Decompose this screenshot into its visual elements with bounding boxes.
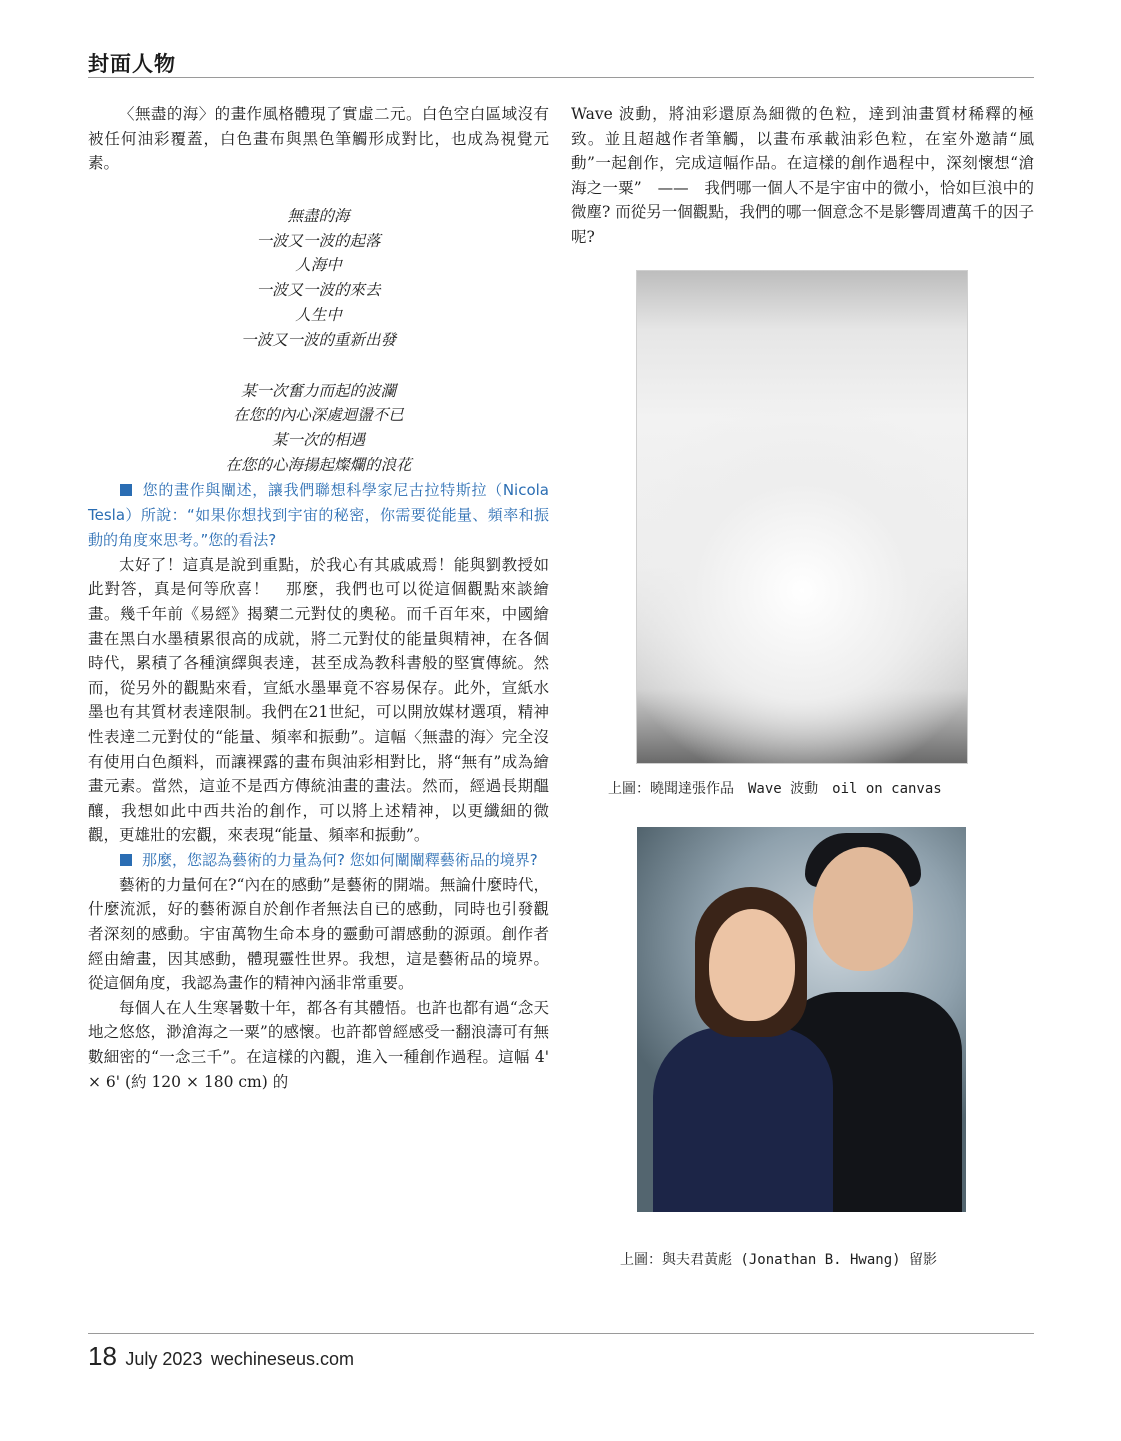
poem-line: 一波又一波的來去 xyxy=(256,281,381,300)
man-face xyxy=(813,847,913,971)
header-divider xyxy=(88,77,1034,78)
poem-line: 在您的心海揚起燦爛的浪花 xyxy=(225,455,412,474)
poem-line: 在您的內心深處迴盪不已 xyxy=(233,406,404,425)
footer-divider xyxy=(88,1333,1034,1334)
issue-date: July 2023 xyxy=(125,1349,203,1369)
photo-caption: 上圖：與夫君黃彪 (Jonathan B. Hwang) 留影 xyxy=(620,1252,938,1268)
right-column xyxy=(571,102,1034,250)
square-bullet-icon xyxy=(120,854,132,866)
answer-paragraph-1: 太好了！這真是說到重點，於我心有其戚戚焉！能與劉教授如此對答，真是何等欣喜！ 那麼，我們也可以從這個觀點來談繪畫。幾千年前《易經》揭櫫二元對仗的奧秘。而千百年來，中國繪畫在黑白水墨積累很高的成就，將二元對仗的能量與精神，在各個時代，累積了各種演繹與表達，甚至成為教科書般的堅實傳統。然而，從另外的觀點來看，宣紙水墨畢竟不容易保存。此外，宣紙水墨也有其質材表達限制。我們在21世紀，可以開放媒材選項，精神性表達二元對仗的“能量、頻率和振動”。這幅〈無盡的海〉完全沒有使用白色顏料，而讓裸露的畫布與油彩相對比，將“無有”成為繪畫元素。當然，這並不是西方傳統油畫的畫法。然而，經過長期醞釀，我想如此中西共治的創作，可以將上述精神，以更纖細的微觀，更雄壯的宏觀，來表現“能量、頻率和振動”。 xyxy=(88,555,549,845)
poem-stanza-2 xyxy=(88,379,549,478)
intro-paragraph: 〈無盡的海〉的畫作風格體現了實虛二元。白色空白區域沒有被任何油彩覆蓋，白色畫布與黑色筆觸形成對比，也成為視覺元素。 xyxy=(88,105,549,173)
interview-question-2 xyxy=(88,848,549,873)
section-title: 封面人物 xyxy=(88,51,176,76)
poem-line: 某一次奮力而起的波瀾 xyxy=(240,381,396,400)
interview-question-1 xyxy=(88,478,549,553)
left-column xyxy=(88,102,549,1094)
poem-stanza-1 xyxy=(88,204,549,353)
page-footer xyxy=(88,1341,354,1372)
continued-paragraph: Wave 波動，將油彩還原為細微的色粒，達到油畫質材稀釋的極致。並且超越作者筆觸，以畫布承載油彩色粒，在室外邀請“風動”一起創作，完成這幅作品。在這樣的創作過程中，深刻懷想“滄海之一粟” —— 我們哪一個人不是宇宙中的微小，恰如巨浪中的微塵? 而從另一個觀點，我們的哪一個意念不是影響周遭萬千的因子呢? xyxy=(571,105,1034,246)
poem-line: 某一次的相遇 xyxy=(271,431,365,450)
answer-paragraph-2b: 每個人在人生寒暑數十年，都各有其體悟。也許也都有過“念天地之悠悠，渺滄海之一粟”的感懷。也許都曾經感受一翻浪濤可有無數細密的“一念三千”。在這樣的內觀，進入一種創作過程。這幅 4' × 6' (約 120 × 180 cm) 的 xyxy=(88,998,549,1091)
page-number: 18 xyxy=(88,1341,117,1371)
question-text: 您的畫作與闡述，讓我們聯想科學家尼古拉特斯拉（Nicola Tesla）所說：“如果你想找到宇宙的秘密，你需要從能量、頻率和振動的角度來思考。”您的看法? xyxy=(88,480,549,549)
painting-caption: 上圖：曉聞達張作品 Wave 波動 oil on canvas xyxy=(608,781,942,797)
woman-figure xyxy=(653,1027,833,1212)
poem-line: 一波又一波的重新出發 xyxy=(240,330,396,349)
poem-line: 人生中 xyxy=(295,305,342,324)
website-link[interactable]: wechineseus.com xyxy=(210,1349,354,1369)
answer-paragraph-2a: 藝術的力量何在?“內在的感動”是藝術的開端。無論什麼時代，什麼流派，好的藝術源自於創作者無法自已的感動，同時也引發觀者深刻的感動。宇宙萬物生命本身的靈動可謂感動的源頭。創作者經由繪畫，因其感動，體現靈性世界。我想，這是藝術品的境界。從這個角度，我認為畫作的精神內涵非常重要。 xyxy=(88,875,549,993)
square-bullet-icon xyxy=(120,484,132,496)
wave-painting-image xyxy=(636,270,968,764)
poem-line: 無盡的海 xyxy=(287,206,350,225)
couple-portrait-photo xyxy=(637,827,966,1212)
woman-face xyxy=(709,909,795,1021)
question-text: 那麼，您認為藝術的力量為何? 您如何闡闡釋藝術品的境界? xyxy=(142,850,538,869)
poem-line: 一波又一波的起落 xyxy=(256,231,381,250)
poem-line: 人海中 xyxy=(295,256,342,275)
